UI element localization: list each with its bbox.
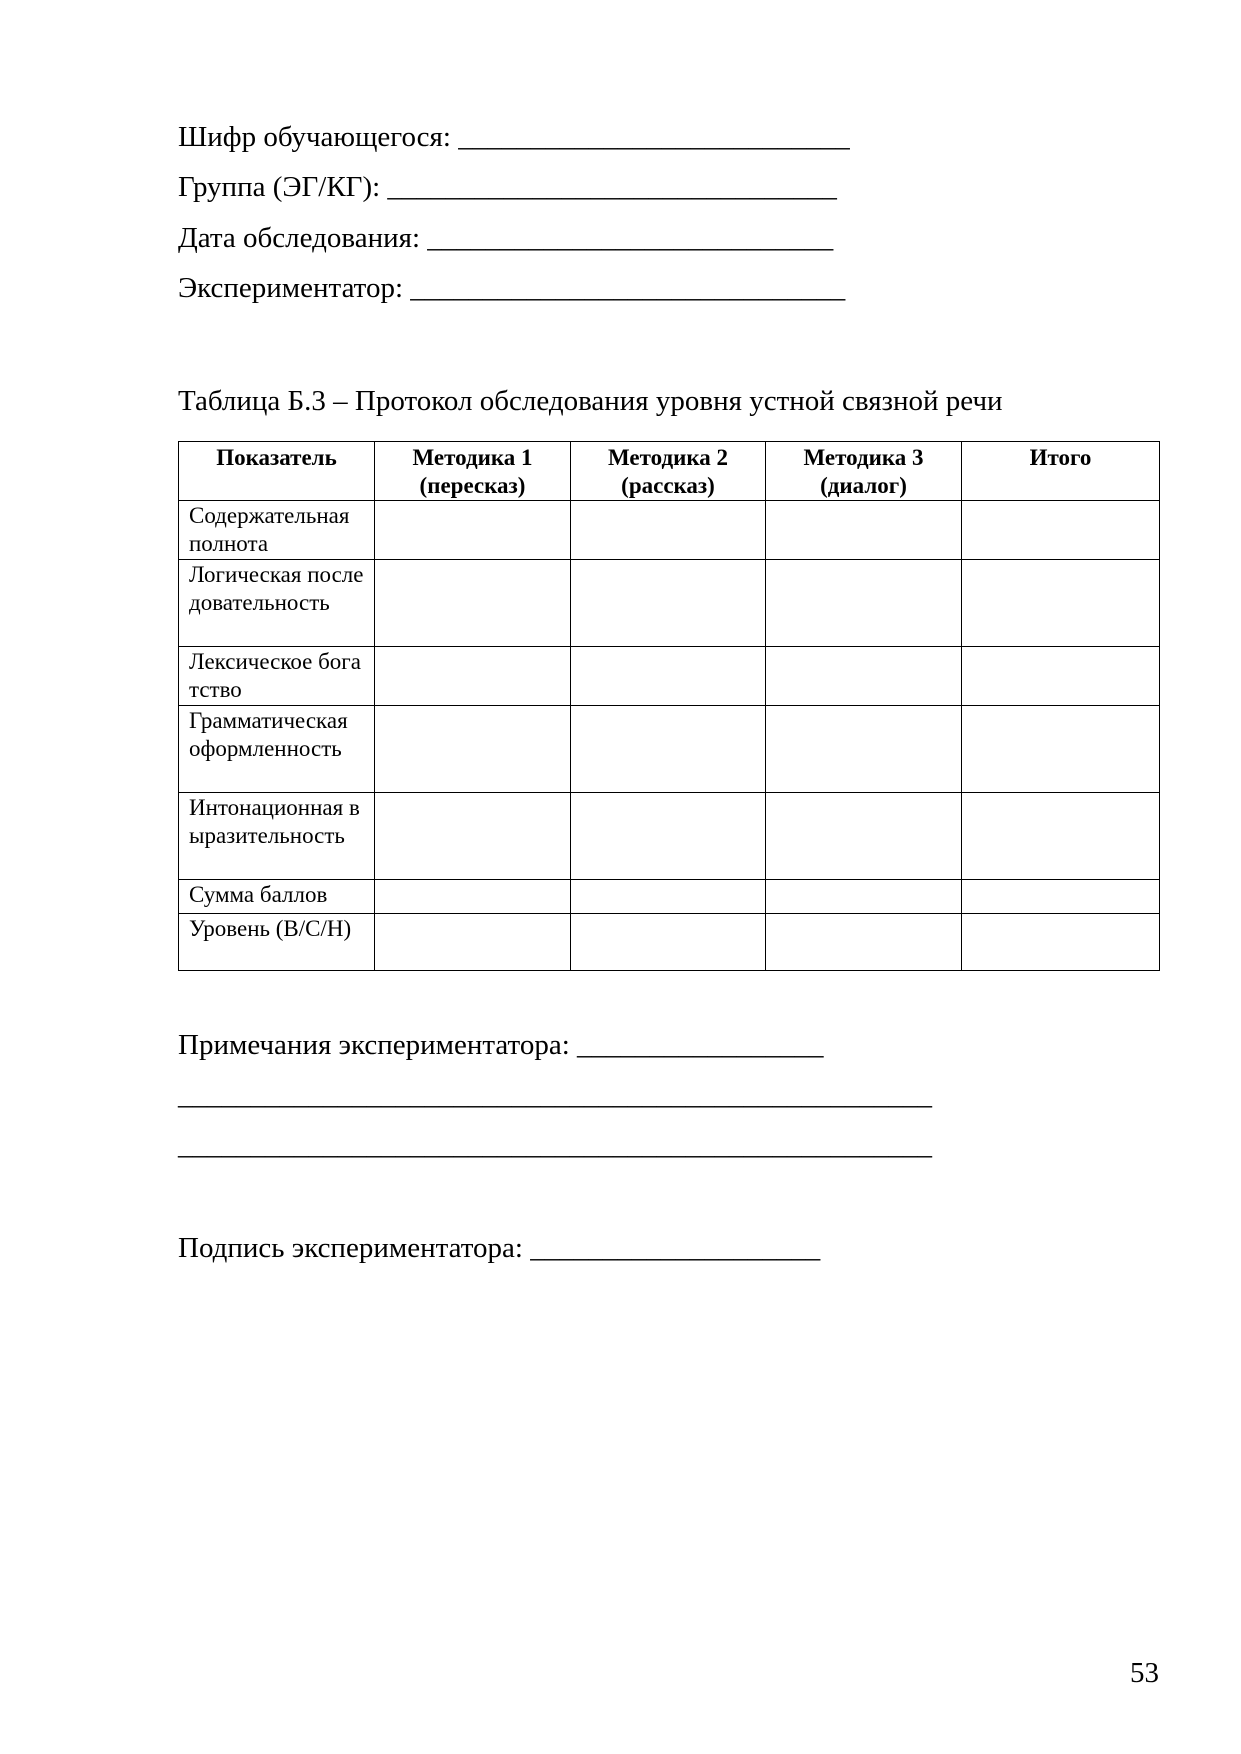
protocol-table [178,441,1160,971]
score-cell[interactable] [962,647,1160,706]
header-field-date: Дата обследования: ____________________________ [178,222,834,254]
table-header-cell: Методика 2 (рассказ) [571,442,766,501]
score-cell[interactable] [962,560,1160,647]
header-field-cipher: Шифр обучающегося: ___________________________ [178,121,850,153]
notes-label: Примечания экспериментатора: _________________ [178,1029,824,1061]
table-row [179,647,1160,706]
table-row [179,501,1160,560]
score-cell[interactable] [375,560,571,647]
score-cell[interactable] [375,501,571,560]
score-cell[interactable] [766,560,962,647]
row-label: Логическая последовательность [179,560,375,647]
score-cell[interactable] [962,793,1160,880]
score-cell[interactable] [962,706,1160,793]
signature-field: Подпись экспериментатора: ____________________ [178,1232,821,1264]
table-header-cell: Показатель [179,442,375,501]
protocol-table-container [178,441,1159,971]
table-header-row [179,442,1160,501]
score-cell[interactable] [766,793,962,880]
row-label: Грамматическая оформленность [179,706,375,793]
table-row [179,880,1160,914]
score-cell[interactable] [571,914,766,971]
table-row [179,560,1160,647]
table-row [179,914,1160,971]
score-cell[interactable] [766,647,962,706]
row-label: Содержательная полнота [179,501,375,560]
score-cell[interactable] [375,914,571,971]
score-cell[interactable] [375,706,571,793]
page-number: 53 [1130,1657,1159,1689]
score-cell[interactable] [962,501,1160,560]
score-cell[interactable] [766,914,962,971]
score-cell[interactable] [571,647,766,706]
header-field-group: Группа (ЭГ/КГ): _______________________________ [178,171,837,203]
table-row [179,793,1160,880]
notes-line: ____________________________________________________ [178,1129,932,1161]
notes-line: ____________________________________________________ [178,1079,932,1111]
table-header-cell: Итого [962,442,1160,501]
header-field-experimenter: Экспериментатор: ______________________________ [178,272,846,304]
score-cell[interactable] [375,647,571,706]
row-label: Сумма баллов [179,880,375,914]
table-header-cell: Методика 1 (пересказ) [375,442,571,501]
score-cell[interactable] [571,706,766,793]
score-cell[interactable] [375,793,571,880]
table-row [179,706,1160,793]
score-cell[interactable] [766,706,962,793]
table-caption: Таблица Б.3 – Протокол обследования уровня устной связной речи [178,385,1003,417]
score-cell[interactable] [571,880,766,914]
score-cell[interactable] [571,501,766,560]
row-label: Уровень (В/С/Н) [179,914,375,971]
score-cell[interactable] [766,880,962,914]
table-header-cell: Методика 3 (диалог) [766,442,962,501]
score-cell[interactable] [962,914,1160,971]
score-cell[interactable] [571,560,766,647]
score-cell[interactable] [375,880,571,914]
score-cell[interactable] [766,501,962,560]
row-label: Лексическое богатство [179,647,375,706]
score-cell[interactable] [571,793,766,880]
score-cell[interactable] [962,880,1160,914]
row-label: Интонационная выразительность [179,793,375,880]
